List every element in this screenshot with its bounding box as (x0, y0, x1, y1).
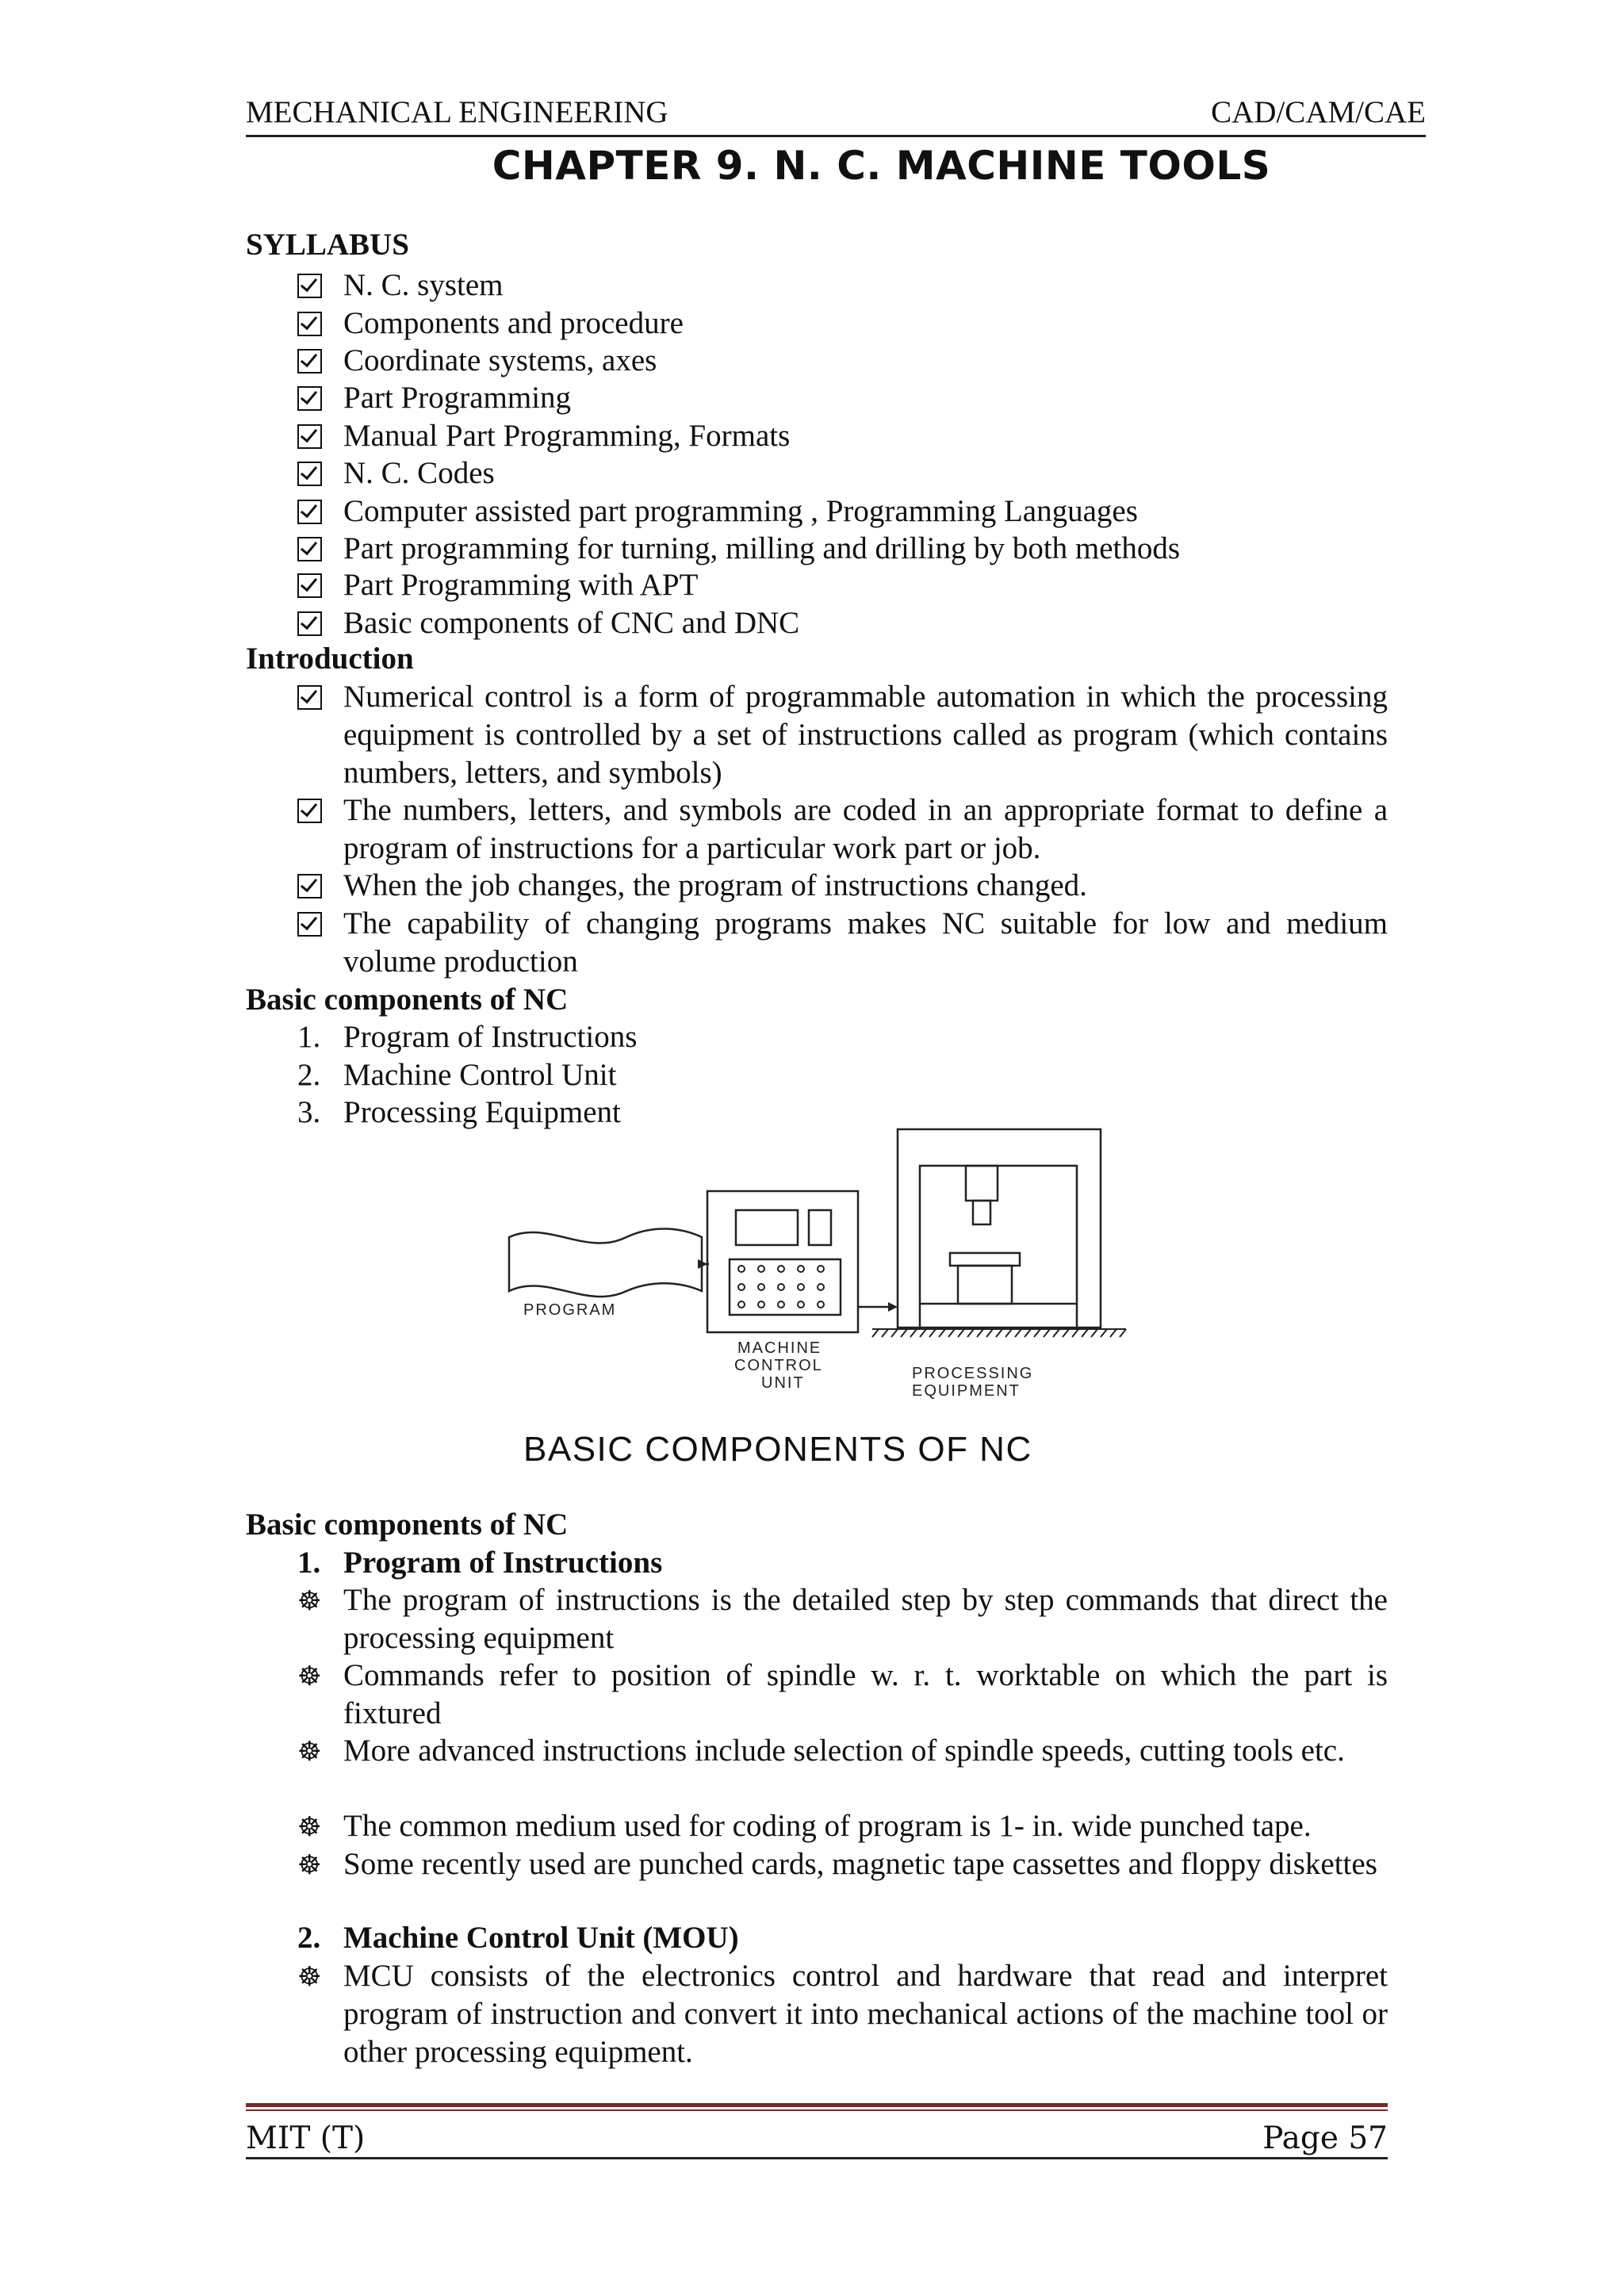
wheel-bullet-icon: ☸ (297, 1811, 322, 1843)
checkbox-icon (297, 274, 322, 298)
list-item: ☸ Commands refer to position of spindle w. r. t. worktable on which the part is fixtured (297, 1658, 1388, 1730)
header-right: CAD/CAM/CAE (1211, 95, 1426, 129)
checkbox-icon (297, 500, 322, 524)
processing-label-line1: PROCESSING (912, 1365, 1034, 1382)
checkbox-icon (297, 912, 322, 937)
list-item: N. C. Codes (297, 454, 1388, 492)
list-item: Part Programming with APT (297, 566, 1388, 604)
syllabus-heading: SYLLABUS (246, 228, 409, 262)
machine-frame-shape (898, 1129, 1101, 1328)
page-footer (246, 2114, 1388, 2159)
list-item: ☸ Some recently used are punched cards, magnetic tape cassettes and floppy diskettes (297, 1847, 1377, 1881)
diagram-caption: BASIC COMPONENTS OF NC (523, 1430, 1032, 1469)
numbered-item: 1. Program of Instructions (297, 1020, 638, 1054)
header-left: MECHANICAL ENGINEERING (246, 95, 668, 129)
chapter-title (0, 143, 1624, 189)
list-item: ☸ MCU consists of the electronics control and hardware that read and interpret program of instruction and convert it into mechanical actions of the machine tool or other processing equipment. (297, 1959, 1388, 2069)
checkbox-icon (297, 537, 322, 561)
checkbox-icon (297, 874, 322, 898)
footer-left: MIT (T) (246, 2121, 366, 2156)
footer-rule-thin (246, 2109, 1388, 2111)
mcu-label-line3: UNIT (761, 1374, 805, 1392)
page-number: Page 57 (1262, 2121, 1388, 2156)
wheel-bullet-icon: ☸ (297, 1585, 322, 1617)
checkbox-icon (297, 386, 322, 411)
list-item: N. C. system (297, 266, 1388, 305)
section2-heading: Basic components of NC (246, 1508, 569, 1542)
checkbox-icon (297, 685, 322, 710)
list-item: ☸ The common medium used for coding of program is 1- in. wide punched tape. (297, 1809, 1312, 1843)
wheel-bullet-icon: ☸ (297, 1736, 322, 1768)
list-item: Computer assisted part programming , Programming Languages (297, 492, 1388, 531)
checkbox-icon (297, 611, 322, 636)
list-item: The capability of changing programs makes NC suitable for low and medium volume production (297, 905, 1388, 981)
list-item: Part Programming (297, 379, 1388, 417)
list-item: ☸ The program of instructions is the detailed step by step commands that direct the processing equipment (297, 1583, 1388, 1655)
numbered-subheading: 1. Program of Instructions (297, 1546, 663, 1580)
list-item: The numbers, letters, and symbols are coded in an appropriate format to define a program of instructions for a particular work part or job. (297, 791, 1388, 868)
program-tape-shape (509, 1229, 702, 1297)
checkbox-icon (297, 799, 322, 823)
list-item: Components and procedure (297, 305, 1388, 343)
list-item: Basic components of CNC and DNC (297, 604, 1388, 642)
basic-components-heading: Basic components of NC (246, 983, 569, 1017)
introduction-heading: Introduction (246, 642, 414, 676)
numbered-subheading: 2. Machine Control Unit (MOU) (297, 1921, 739, 1955)
checkbox-icon (297, 349, 322, 374)
nc-components-diagram (500, 1126, 1134, 1491)
numbered-item: 2. Machine Control Unit (297, 1058, 617, 1092)
numbered-item: 3. Processing Equipment (297, 1095, 621, 1129)
checkbox-icon (297, 573, 322, 598)
mcu-label-line1: MACHINE (737, 1339, 822, 1357)
list-item: Manual Part Programming, Formats (297, 417, 1388, 455)
list-item: Part programming for turning, milling and drilling by both methods (297, 530, 1388, 568)
list-item: Numerical control is a form of programmable automation in which the processing equipment is controlled by a set of instructions called as program (which contains numbers, letters, and symbols) (297, 678, 1388, 792)
checkbox-icon (297, 424, 322, 449)
processing-label-line2: EQUIPMENT (912, 1382, 1021, 1400)
page-header (246, 95, 1426, 137)
list-item: ☸ More advanced instructions include selection of spindle speeds, cutting tools etc. (297, 1734, 1345, 1768)
wheel-bullet-icon: ☸ (297, 1961, 322, 1993)
footer-rule (246, 2103, 1388, 2107)
wheel-bullet-icon: ☸ (297, 1849, 322, 1881)
wheel-bullet-icon: ☸ (297, 1661, 322, 1692)
mcu-label-line2: CONTROL (734, 1357, 823, 1374)
checkbox-icon (297, 462, 322, 486)
checkbox-icon (297, 312, 322, 336)
list-item: When the job changes, the program of instructions changed. (297, 867, 1388, 905)
chapter-title-text: CHAPTER 9. N. C. MACHINE TOOLS (492, 143, 1271, 189)
list-item: Coordinate systems, axes (297, 342, 1388, 380)
program-label: PROGRAM (523, 1301, 617, 1319)
